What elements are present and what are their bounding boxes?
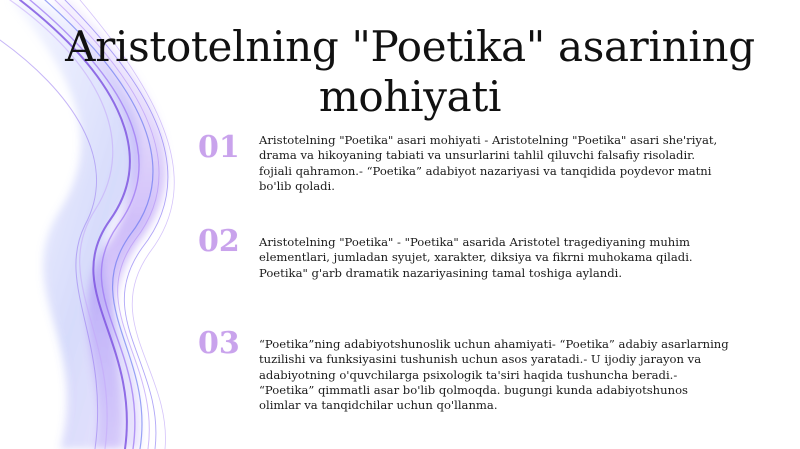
- section-number-02: 02: [198, 224, 240, 259]
- section-number-01: 01: [198, 130, 240, 165]
- section-number-03: 03: [198, 326, 240, 361]
- section-text-03: “Poetika”ning adabiyotshunoslik uchun ahamiyati- “Poetika” adabiy asarlarning tuzilishi va funksiyasini tushunish uchun asos yaratadi.- U ijodiy jarayon va adabiyotning o'quvchilarga psixologik ta'siri haqida tushuncha beradi.- “Poetika” qimmatli asar bo'lib qolmoqda. bugungi kunda adabiyotshunos olimlar va tanqidchilar uchun qo'llanma.: [259, 337, 729, 413]
- section-text-01: Aristotelning "Poetika" asari mohiyati - Aristotelning "Poetika" asari she'riyat, drama va hikoyaning tabiati va unsurlarini tahlil qiluvchi falsafiy risoladir. fojiali qahramon.- “Poetika” adabiyot nazariyasi va tanqidida poydevor matni bo'lib qoladi.: [259, 133, 718, 193]
- slide-title: Aristotelning "Poetika" asarining mohiyati: [65, 22, 755, 121]
- section-text-02: Aristotelning "Poetika" - "Poetika" asarida Aristotel tragediyaning muhim elementlari, jumladan syujet, xarakter, diksiya va fikrni muhokama qiladi. Poetika" g'arb dramatik nazariyasining tamal toshiga aylandi.: [259, 235, 693, 280]
